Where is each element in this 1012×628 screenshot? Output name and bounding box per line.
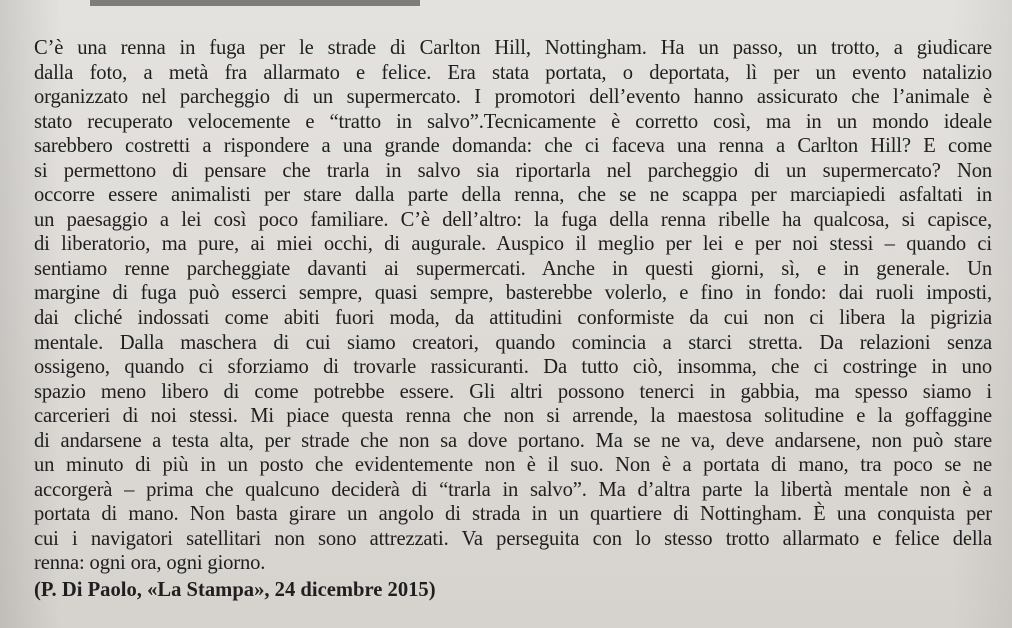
text-line-4: stato recuperato velocemente e “tratto in salvo”.Tecnicamente è corretto così, ma in un mondo ideale: [34, 110, 992, 133]
text-line-13: mentale. Dalla maschera di cui siamo creatori, quando comincia a starci stretta. Da relazioni senza: [34, 331, 992, 354]
text-line-20: portata di mano. Non basta girare un angolo di strada in un quartiere di Nottingham. È una conquista per: [34, 503, 992, 526]
cropped-heading-fragment: [90, 0, 420, 6]
text-line-11: margine di fuga può esserci sempre, quasi sempre, basterebbe volerlo, e fino in fondo: dai ruoli imposti,: [34, 282, 992, 305]
text-line-2: dalla foto, a metà fra allarmato e felice. Era stata portata, o deportata, lì per un evento natalizio: [34, 61, 992, 84]
text-line-14: ossigeno, quando ci sforziamo di trovarle rassicuranti. Da tutto ciò, insomma, che ci costringe in uno: [34, 356, 992, 379]
source-citation: (P. Di Paolo, «La Stampa», 24 dicembre 2015): [34, 579, 436, 601]
text-line-16: carcerieri di noi stessi. Mi piace questa renna che non si arrende, la maestosa solitudine e la goffaggine: [34, 405, 992, 428]
text-line-5: sarebbero costretti a rispondere a una grande domanda: che ci faceva una renna a Carlton Hill? E come: [34, 135, 992, 158]
text-line-19: accorgerà – prima che qualcuno deciderà di “trarla in salvo”. Ma d’altra parte la libertà mentale non è a: [34, 478, 992, 501]
text-line-10: sentiamo renne parcheggiate davanti ai supermercati. Anche in questi giorni, sì, e in generale. Un: [34, 257, 992, 280]
text-line-17: di andarsene a testa alta, per strade che non sa dove portano. Ma se ne va, deve andarsene, non può stare: [34, 429, 992, 452]
text-line-15: spazio meno libero di come potrebbe essere. Gli altri possono tenerci in gabbia, ma spesso siamo i: [34, 380, 992, 403]
text-line-7: occorre essere animalisti per stare dalla parte della renna, che se ne scappa per marciapiedi asfaltati in: [34, 184, 992, 207]
text-line-8: un paesaggio a lei così poco familiare. C’è dell’altro: la fuga della renna ribelle ha qualcosa, si capisce,: [34, 208, 992, 231]
text-line-3: organizzato nel parcheggio di un supermercato. I promotori dell’evento hanno assicurato che l’animale è: [34, 86, 992, 109]
text-line-1: C’è una renna in fuga per le strade di Carlton Hill, Nottingham. Ha un passo, un trotto, a giudicare: [34, 37, 992, 59]
text-line-6: si permettono di pensare che trarla in salvo sia riportarla nel parcheggio di un supermercato? Non: [34, 159, 992, 182]
text-line-22: renna: ogni ora, ogni giorno.: [34, 552, 266, 575]
article-text: [34, 36, 992, 576]
text-line-9: di liberatorio, ma pure, ai miei occhi, di augurale. Auspico il meglio per lei e per noi stessi – quando ci: [34, 233, 992, 256]
text-line-21: cui i navigatori satellitari non sono attrezzati. Va perseguita con lo stesso trotto allarmato e felice della: [34, 527, 992, 550]
text-line-12: dai cliché indossati come abiti fuori moda, da attitudini conformiste da cui non ci libera la pigrizia: [34, 307, 992, 330]
text-line-18: un minuto di più in un posto che evidentemente non è il suo. Non è a portata di mano, tra poco se ne: [34, 454, 992, 477]
